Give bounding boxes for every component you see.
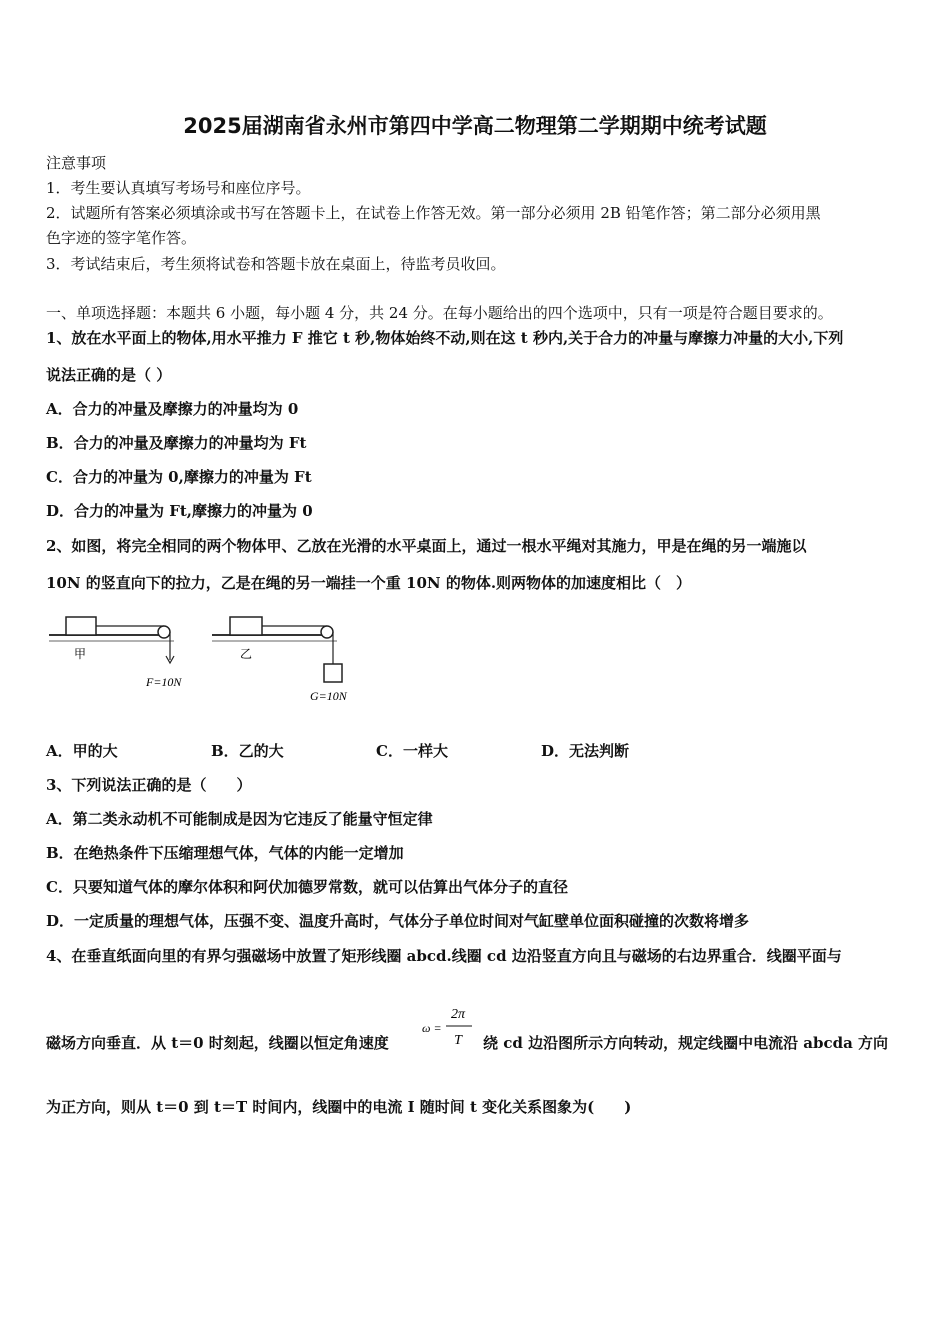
q2-option-b: B．乙的大 (211, 742, 284, 760)
q2-figure (44, 600, 374, 710)
q4-stem-line2-pre: 磁场方向垂直．从 t＝0 时刻起，线圈以恒定角速度 (46, 1034, 389, 1052)
notice-item-2-cont: 色字迹的签字笔作答。 (46, 229, 197, 247)
exam-title: 2025届湖南省永州市第四中学高二物理第二学期期中统考试题 (183, 114, 767, 138)
q3-stem: 3、下列说法正确的是（ ） (46, 776, 252, 794)
q3-option-d: D．一定质量的理想气体，压强不变、温度升高时，气体分子单位时间对气缸壁单位面积碰撞的次数将增多 (46, 912, 750, 930)
section-1-heading: 一、单项选择题：本题共 6 小题，每小题 4 分，共 24 分。在每小题给出的四个选项中，只有一项是符合题目要求的。 (46, 304, 833, 322)
q1-option-c: C．合力的冲量为 0,摩擦力的冲量为 Ft (46, 468, 312, 486)
pulley-yi (321, 626, 333, 638)
q2-option-c: C．一样大 (376, 742, 448, 760)
label-force: F=10N (146, 675, 182, 689)
q2-stem-line2: 10N 的竖直向下的拉力，乙是在绳的另一端挂一个重 10N 的物体.则两物体的加速度相比（ ） (46, 574, 692, 592)
q1-stem-line2: 说法正确的是（ ） (46, 366, 172, 384)
label-jia: 甲 (74, 647, 87, 661)
q1-stem-line1: 1、放在水平面上的物体,用水平推力 F 推它 t 秒,物体始终不动,则在这 t 秒内,关于合力的冲量与摩擦力冲量的大小,下列 (46, 329, 844, 347)
q4-stem-line2-post: 绕 cd 边沿图所示方向转动，规定线圈中电流沿 abcda 方向 (483, 1034, 889, 1052)
formula-numerator: 2π (450, 1007, 466, 1022)
formula-lhs: ω = (422, 1021, 442, 1035)
notice-item-3: 3．考试结束后，考生须将试卷和答题卡放在桌面上，待监考员收回。 (46, 255, 506, 273)
label-yi: 乙 (240, 647, 253, 661)
omega-formula (420, 1002, 480, 1052)
q1-option-b: B．合力的冲量及摩擦力的冲量均为 Ft (46, 434, 307, 452)
q2-option-d: D．无法判断 (541, 742, 630, 760)
notice-item-2: 2．试题所有答案必须填涂或书写在答题卡上，在试卷上作答无效。第一部分必须用 2B 铅笔作答；第二部分必须用黑 (46, 204, 821, 222)
q4-stem-line1: 4、在垂直纸面向里的有界匀强磁场中放置了矩形线圈 abcd.线圈 cd 边沿竖直方向且与磁场的右边界重合．线圈平面与 (46, 947, 842, 965)
notice-item-1: 1．考生要认真填写考场号和座位序号。 (46, 179, 311, 197)
notice-heading: 注意事项 (46, 154, 107, 172)
q1-option-a: A．合力的冲量及摩擦力的冲量均为 0 (46, 400, 299, 418)
q4-stem-line3: 为正方向，则从 t＝0 到 t＝T 时间内，线圈中的电流 I 随时间 t 变化关系图象为( ) (46, 1098, 632, 1116)
pulley-jia (158, 626, 170, 638)
label-weight: G=10N (310, 689, 347, 703)
formula-denominator: T (454, 1033, 462, 1048)
q2-option-a: A．甲的大 (46, 742, 118, 760)
q3-option-b: B．在绝热条件下压缩理想气体，气体的内能一定增加 (46, 844, 404, 862)
q2-stem-line1: 2、如图，将完全相同的两个物体甲、乙放在光滑的水平桌面上，通过一根水平绳对其施力，甲是在绳的另一端施以 (46, 537, 807, 555)
q3-option-c: C．只要知道气体的摩尔体积和阿伏加德罗常数，就可以估算出气体分子的直径 (46, 878, 568, 896)
q3-option-a: A．第二类永动机不可能制成是因为它违反了能量守恒定律 (46, 810, 433, 828)
block-yi (230, 617, 262, 635)
q1-option-d: D．合力的冲量为 Ft,摩擦力的冲量为 0 (46, 502, 313, 520)
figure-yi (212, 617, 348, 703)
figure-jia (49, 617, 182, 689)
weight-block (324, 664, 342, 682)
block-jia (66, 617, 96, 635)
